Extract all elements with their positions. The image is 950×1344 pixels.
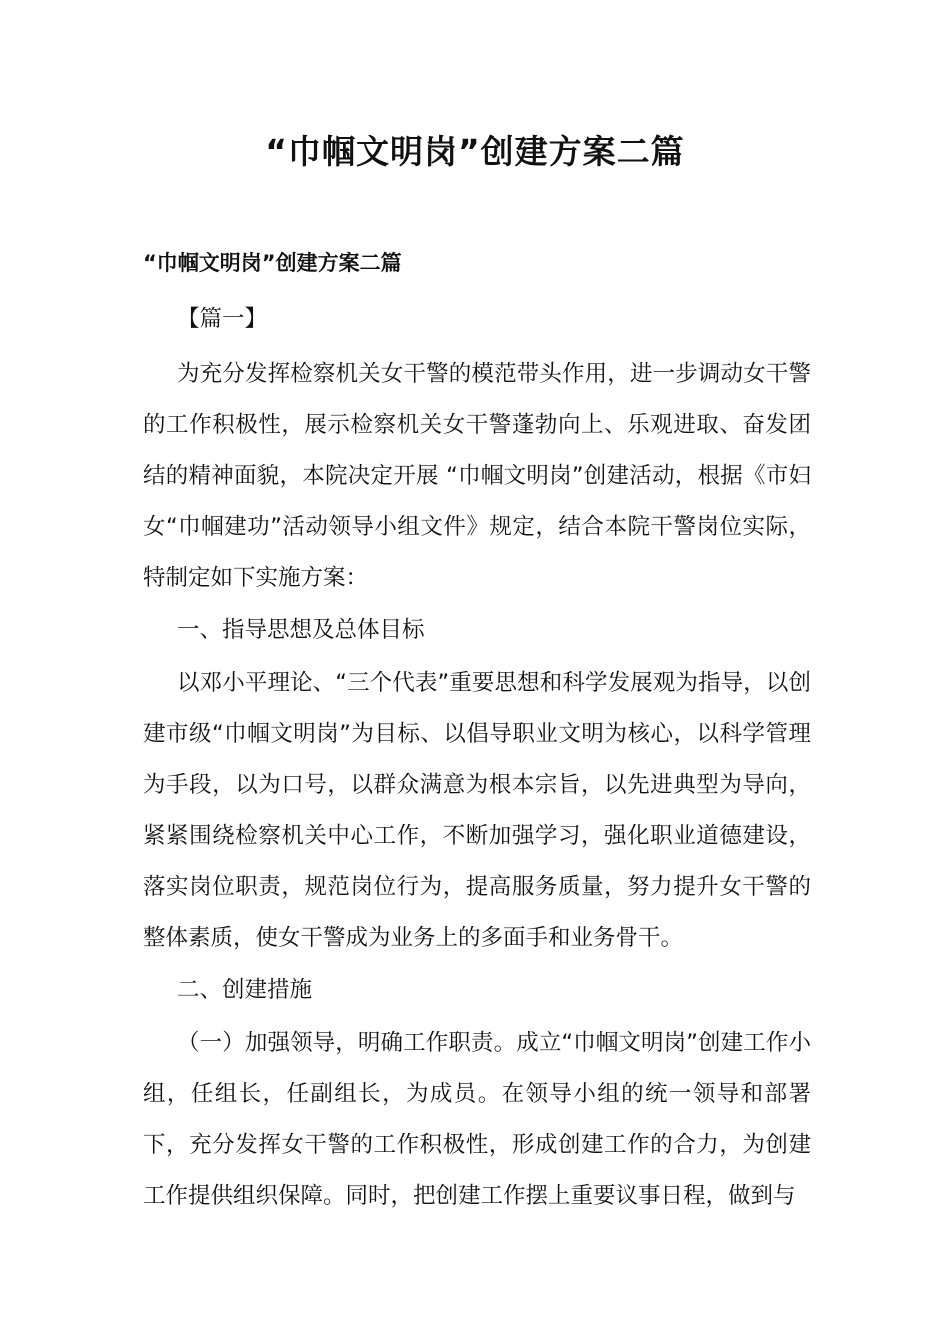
intro-paragraph: 为充分发挥检察机关女干警的模范带头作用，进一步调动女干警的工作积极性，展示检察机关女干警蓬勃向上、乐观进取、奋发团结的精神面貌，本院决定开展 “巾帼文明岗”创建活动，根据《市妇女“巾帼建功”活动领导小组文件》规定，结合本院干警岗位实际，特制定如下实施方案： xyxy=(143,361,811,591)
section1-heading: 一、指导思想及总体目标 xyxy=(177,617,425,643)
document-subtitle: “巾帼文明岗”创建方案二篇 xyxy=(143,251,402,275)
section1-paragraph: 以邓小平理论、“三个代表”重要思想和科学发展观为指导，以创建市级“巾帼文明岗”为目标、以倡导职业文明为核心，以科学管理为手段，以为口号，以群众满意为根本宗旨，以先进典型为导向，紧紧围绕检察机关中心工作，不断加强学习，强化职业道德建设，落实岗位职责，规范岗位行为，提高服务质量，努力提升女干警的整体素质，使女干警成为业务上的多面手和业务骨干。 xyxy=(143,670,811,951)
document-title: “巾帼文明岗”创建方案二篇 xyxy=(265,132,685,171)
section2-heading: 二、创建措施 xyxy=(177,977,313,1003)
section2-paragraph: （一）加强领导，明确工作职责。成立“巾帼文明岗”创建工作小组，任组长，任副组长，为成员。在领导小组的统一领导和部署下，充分发挥女干警的工作积极性，形成创建工作的合力，为创建工作提供组织保障。同时，把创建工作摆上重要议事日程，做到与 xyxy=(143,1030,811,1209)
part-label: 【篇一】 xyxy=(177,306,268,332)
